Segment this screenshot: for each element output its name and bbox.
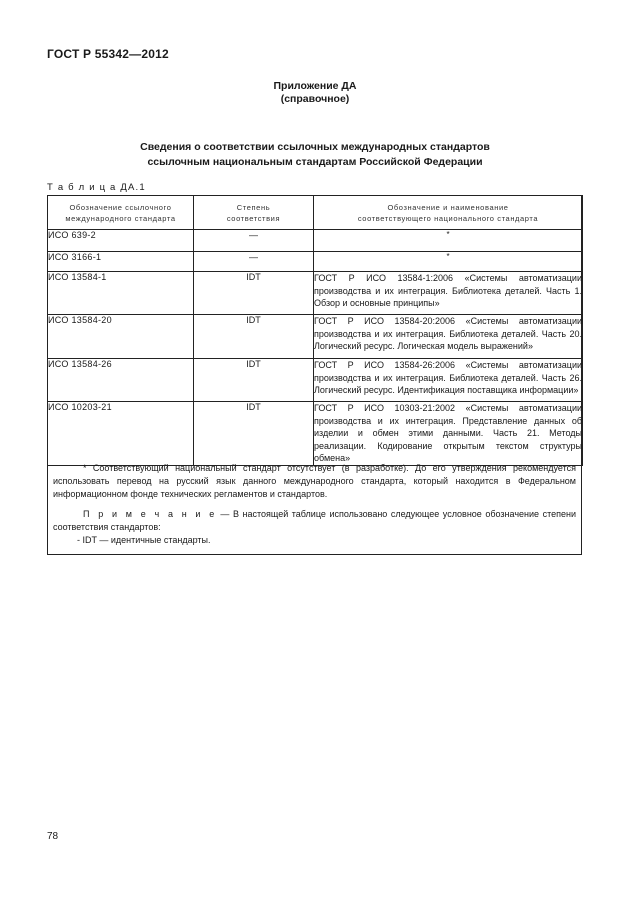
table-caption: Т а б л и ц а ДА.1 xyxy=(47,182,146,193)
row-code: ИСО 639-2 xyxy=(48,230,194,252)
note-text: — В настоящей таблице использовано следующее условное обозначение степени соответствия стандартов: xyxy=(53,509,576,532)
standard-designation: ГОСТ Р 55342—2012 xyxy=(47,47,169,61)
table-row xyxy=(48,272,583,315)
section-title xyxy=(0,140,630,170)
page-number: 78 xyxy=(47,831,59,842)
row-degree: — xyxy=(194,230,314,252)
row-code: ИСО 10203-21 xyxy=(48,402,194,466)
row-name: ГОСТ Р ИСО 13584-26:2006 «Системы автоматизации производства и их интеграция. Библиотека деталей. Часть 26. Логический ресурс. Идентификация поставщика информации» xyxy=(314,359,583,402)
table-header-row xyxy=(48,196,583,230)
row-degree: IDT xyxy=(194,315,314,359)
header-degree: Степень соответствия xyxy=(194,196,314,230)
row-code: ИСО 13584-20 xyxy=(48,315,194,359)
row-name: ГОСТ Р ИСО 13584-1:2006 «Системы автоматизации производства и их интеграция. Библиотека деталей. Часть 1. Обзор и основные принципы» xyxy=(314,272,583,315)
row-degree: IDT xyxy=(194,272,314,315)
row-code: ИСО 3166-1 xyxy=(48,252,194,272)
row-name: ГОСТ Р ИСО 10303-21:2002 «Системы автоматизации производства и их интеграция. Представление данных об изделии и обмен этими данными. Часть 21. Методы реализации. Кодирование открытым текстом структуры обмена» xyxy=(314,403,582,463)
table-row xyxy=(48,359,583,402)
note-label: П р и м е ч а н и е xyxy=(83,509,217,519)
section-title-line-2: ссылочным национальным стандартам Российской Федерации xyxy=(147,156,483,168)
row-degree: IDT xyxy=(194,359,314,402)
row-code: ИСО 13584-26 xyxy=(48,359,194,402)
header-international-standard: Обозначение ссылочного международного стандарта xyxy=(48,196,194,230)
table-notes xyxy=(47,462,582,547)
row-code: ИСО 13584-1 xyxy=(48,272,194,315)
row-name: ГОСТ Р ИСО 13584-20:2006 «Системы автоматизации производства и их интеграция. Библиотека деталей. Часть 20. Логический ресурс. Логическая модель выражений» xyxy=(314,315,583,359)
correspondence-table xyxy=(47,195,583,466)
footnote: * Соответствующий национальный стандарт отсутствует (в разработке). До его утверждения рекомендуется использовать перевод на русский язык данного международного стандарта, который находится в Федеральном информационном фонде технических регламентов и стандартов. xyxy=(53,463,576,499)
note xyxy=(47,508,582,534)
appendix-title: Приложение ДА xyxy=(273,80,357,92)
row-name: * xyxy=(314,252,583,272)
header-national-standard: Обозначение и наименование соответствующего национального стандарта xyxy=(314,196,583,230)
table-row xyxy=(48,230,583,252)
table-row xyxy=(48,402,583,466)
row-degree: — xyxy=(194,252,314,272)
row-degree: IDT xyxy=(194,402,314,466)
note-item: - IDT — идентичные стандарты. xyxy=(77,535,211,545)
table-row xyxy=(48,315,583,359)
table-row xyxy=(48,252,583,272)
row-name: * xyxy=(314,230,583,252)
section-title-line-1: Сведения о соответствии ссылочных международных стандартов xyxy=(140,141,490,153)
appendix-subtitle: (справочное) xyxy=(280,93,350,105)
